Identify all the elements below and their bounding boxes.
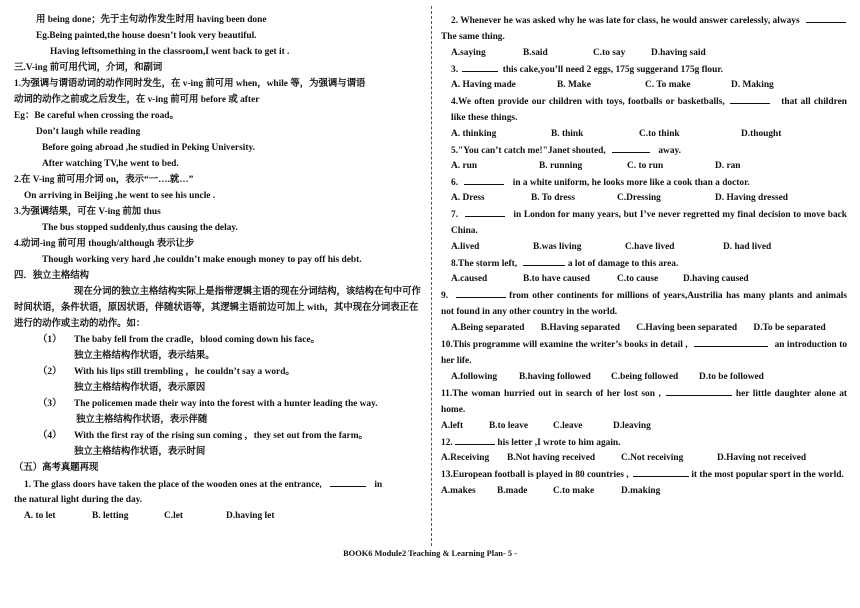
answer-blank[interactable] — [633, 466, 689, 477]
item-text: With his lips still trembling ，he couldn’t say a word。 — [74, 367, 295, 377]
list-item — [14, 364, 422, 380]
list-item — [14, 332, 422, 348]
option[interactable]: D.having let — [226, 511, 275, 521]
options-row — [441, 45, 847, 61]
option[interactable]: C.Not receiving — [621, 453, 684, 463]
option[interactable]: B.having followed — [519, 372, 591, 382]
options-row — [441, 450, 847, 466]
question-text: 8.The storm left, — [451, 259, 518, 269]
option[interactable]: A.Being separated — [451, 323, 525, 333]
item-note: 独立主格结构作状语，表示时间 — [74, 447, 206, 457]
question-text: 1. The glass doors have taken the place of the wooden ones at the entrance, — [24, 480, 322, 490]
column-divider — [431, 6, 432, 546]
item-note: 独立主格结构作状语，表示原因 — [74, 383, 206, 393]
question-number: 9. — [441, 291, 449, 301]
question-text: 11.The woman hurried out in search of her lost son , — [441, 389, 661, 399]
options-row — [441, 418, 847, 434]
option[interactable]: A.Receiving — [441, 453, 490, 463]
option[interactable]: A.makes — [441, 486, 476, 496]
example-line: Though working very hard ,he couldn’t make enough money to pay off his debt. — [42, 255, 362, 265]
example-line: Before going abroad ,he studied in Peking University. — [42, 143, 255, 153]
item-text: The policemen made their way into the forest with a hunter leading the way. — [74, 399, 378, 409]
question-13 — [441, 466, 847, 483]
options-row — [441, 369, 847, 385]
text-line: 2.在 V-ing 前可用介词 on，表示“一….就…” — [14, 175, 194, 185]
right-column — [441, 12, 847, 499]
question-text: that all children like these things. — [451, 97, 847, 123]
question-text: 5."You can’t catch me!"Janet shouted, — [451, 146, 606, 156]
options-row — [441, 320, 847, 336]
paragraph: 现在分词的独立主格结构实际上是指带逻辑主语的现在分词结构，该结构在句中可作时间状语，条件状语，原因状语，伴随状语等，其逻辑主语前边可加上 with，其中现在分词表正在进行的动作或主动的动作。如： — [14, 287, 421, 329]
question-text: 10.This programme will examine the writer’s books in detail , — [441, 340, 688, 350]
option[interactable]: A. thinking — [451, 129, 497, 139]
item-number: （2） — [38, 367, 62, 377]
options-row — [441, 77, 847, 93]
item-note: 独立主格结构作状语，表示伴随 — [76, 415, 208, 425]
question-text: 2. Whenever he was asked why he was late for class, he would answer carelessly, always — [451, 16, 800, 26]
text-line: 3.为强调结果，可在 V-ing 前加 thus — [14, 207, 161, 217]
options-row — [441, 271, 847, 287]
example-line: Eg.Being painted,the house doesn’t look very beautiful. — [36, 31, 257, 41]
option[interactable]: B. Make — [557, 80, 591, 90]
text-line: 4.动词-ing 前可用 though/although 表示让步 — [14, 239, 195, 249]
answer-blank[interactable] — [666, 385, 732, 396]
question-text: from other continents for millions of years,Austrilia has many plants and animals not found in any other country in the world. — [441, 291, 848, 317]
text-line: 动词的动作之前或之后发生，在 v-ing 前可用 before 或 after — [14, 95, 260, 105]
option[interactable]: C.Dressing — [617, 193, 661, 203]
question-text: in a white uniform, he looks more like a cook than a doctor. — [512, 178, 750, 188]
question-11 — [441, 385, 847, 418]
option[interactable]: D.having said — [651, 48, 706, 58]
example-line: Don’t laugh while reading — [36, 127, 141, 137]
option[interactable]: D.to be followed — [699, 372, 764, 382]
option[interactable]: D.having caused — [683, 274, 749, 284]
option[interactable]: B.to leave — [489, 421, 529, 431]
question-text: in — [374, 480, 383, 490]
option[interactable]: C.to say — [593, 48, 626, 58]
option[interactable]: C.to make — [553, 486, 595, 496]
option[interactable]: B.Not having received — [507, 453, 596, 463]
options-row — [441, 190, 847, 206]
item-note: 独立主格结构作状语，表示结果。 — [74, 351, 215, 361]
option[interactable]: D.leaving — [613, 421, 651, 431]
question-number: 3. — [451, 65, 459, 75]
question-8 — [441, 255, 847, 271]
section-heading: （五）高考真题再现 — [14, 463, 99, 473]
option[interactable]: B.was living — [533, 242, 582, 252]
question-4 — [441, 93, 847, 126]
option[interactable]: B.made — [497, 486, 528, 496]
question-text: The same thing. — [441, 32, 505, 42]
option[interactable]: A. to let — [24, 511, 56, 521]
question-text: it the most popular sport in the world. — [691, 470, 844, 480]
answer-blank[interactable] — [465, 206, 505, 217]
answer-blank[interactable] — [806, 12, 846, 23]
question-text: in London for many years, but I’ve never regretted my final decision to move back China. — [451, 210, 848, 236]
question-12 — [441, 434, 847, 450]
answer-blank[interactable] — [464, 174, 504, 185]
option[interactable]: A.left — [441, 421, 464, 431]
question-text: 13.European football is played in 80 countries , — [441, 470, 629, 480]
question-2 — [441, 12, 847, 29]
answer-blank[interactable] — [456, 287, 506, 298]
option[interactable]: A. run — [451, 161, 478, 171]
options-row — [441, 158, 847, 174]
text-line: 用 being done；先于主句动作发生时用 having been done — [36, 15, 267, 25]
option[interactable]: D. ran — [715, 161, 741, 171]
question-text: the natural light during the day. — [14, 495, 143, 505]
option[interactable]: A.saying — [451, 48, 486, 58]
option[interactable]: C.Having been separated — [636, 323, 738, 333]
left-column — [14, 12, 422, 524]
option[interactable]: B. To dress — [531, 193, 575, 203]
answer-blank[interactable] — [694, 336, 768, 347]
example-line: On arriving in Beijing ,he went to see his uncle . — [24, 191, 216, 201]
question-9 — [441, 287, 847, 320]
question-text: this cake,you’ll need 2 eggs, 175g suggerand 175g flour. — [502, 65, 723, 75]
options-row — [14, 508, 422, 524]
question-5 — [441, 142, 847, 158]
options-row — [441, 126, 847, 142]
option[interactable]: C.being followed — [611, 372, 679, 382]
example-line: Having leftsomething in the classroom,I went back to get it . — [50, 47, 290, 57]
option[interactable]: B.Having separated — [540, 323, 620, 333]
option[interactable]: D.thought — [741, 129, 782, 139]
question-text: her little daughter alone at home. — [441, 389, 848, 415]
option[interactable]: B. think — [551, 129, 584, 139]
option[interactable]: C.let — [164, 511, 184, 521]
option[interactable]: D. had lived — [723, 242, 772, 252]
answer-blank[interactable] — [455, 434, 495, 445]
item-number: （1） — [38, 335, 62, 345]
item-number: （4） — [38, 431, 62, 441]
option[interactable]: C.have lived — [625, 242, 675, 252]
options-row — [441, 483, 847, 499]
option[interactable]: A.caused — [451, 274, 488, 284]
option[interactable]: B.said — [523, 48, 548, 58]
list-item — [14, 428, 422, 444]
item-text: The baby fell from the cradle，blood coming down his face。 — [74, 335, 320, 345]
option[interactable]: D. Making — [731, 80, 774, 90]
answer-blank[interactable] — [612, 142, 650, 153]
page-footer: BOOK6 Module2 Teaching & Learning Plan- 5 - — [343, 549, 517, 558]
list-item — [14, 396, 422, 412]
option[interactable]: C.leave — [553, 421, 583, 431]
question-3 — [441, 61, 847, 77]
option[interactable]: D.To be separated — [753, 323, 826, 333]
options-row — [441, 239, 847, 255]
item-text: With the first ray of the rising sun coming ，they set out from the farm。 — [74, 431, 368, 441]
option[interactable]: C. to run — [627, 161, 664, 171]
question-number: 12. — [441, 438, 453, 448]
option[interactable]: A.following — [451, 372, 498, 382]
answer-blank[interactable] — [330, 476, 366, 487]
section-heading: 四．独立主格结构 — [14, 271, 90, 281]
question-text: an introduction to her life. — [441, 340, 848, 366]
example-line: The bus stopped suddenly,thus causing the delay. — [42, 223, 238, 233]
option[interactable]: C.to cause — [617, 274, 659, 284]
question-number: 6. — [451, 178, 459, 188]
option[interactable]: B.to have caused — [523, 274, 590, 284]
option[interactable]: C. To make — [645, 80, 691, 90]
option[interactable]: A.lived — [451, 242, 480, 252]
section-heading: 三.V-ing 前可用代词，介词，和副词 — [14, 63, 163, 73]
question-text: 4.We often provide our children with toys, footballs or basketballs, — [451, 97, 725, 107]
item-number: （3） — [38, 399, 62, 409]
option[interactable]: D.making — [621, 486, 661, 496]
example-line: After watching TV,he went to bed. — [42, 159, 179, 169]
question-text: a lot of damage to this area. — [567, 259, 679, 269]
question-6 — [441, 174, 847, 190]
question-text: his letter ,I wrote to him again. — [497, 438, 621, 448]
option[interactable]: B. running — [539, 161, 583, 171]
option[interactable]: D. Having dressed — [715, 193, 789, 203]
question-10 — [441, 336, 847, 369]
question-7 — [441, 206, 847, 239]
question-1 — [14, 476, 422, 492]
question-text: away. — [658, 146, 682, 156]
example-line: Eg：Be careful when crossing the road。 — [14, 111, 179, 121]
answer-blank[interactable] — [730, 93, 770, 104]
option[interactable]: D.Having not received — [717, 453, 807, 463]
option[interactable]: C.to think — [639, 129, 680, 139]
option[interactable]: B. letting — [92, 511, 129, 521]
option[interactable]: A. Having made — [451, 80, 516, 90]
text-line: 1.为强调与谓语动词的动作同时发生，在 v-ing 前可用 when，while 等，为强调与谓语 — [14, 79, 366, 89]
answer-blank[interactable] — [462, 61, 498, 72]
question-number: 7. — [451, 210, 459, 220]
answer-blank[interactable] — [523, 255, 565, 266]
option[interactable]: A. Dress — [451, 193, 485, 203]
